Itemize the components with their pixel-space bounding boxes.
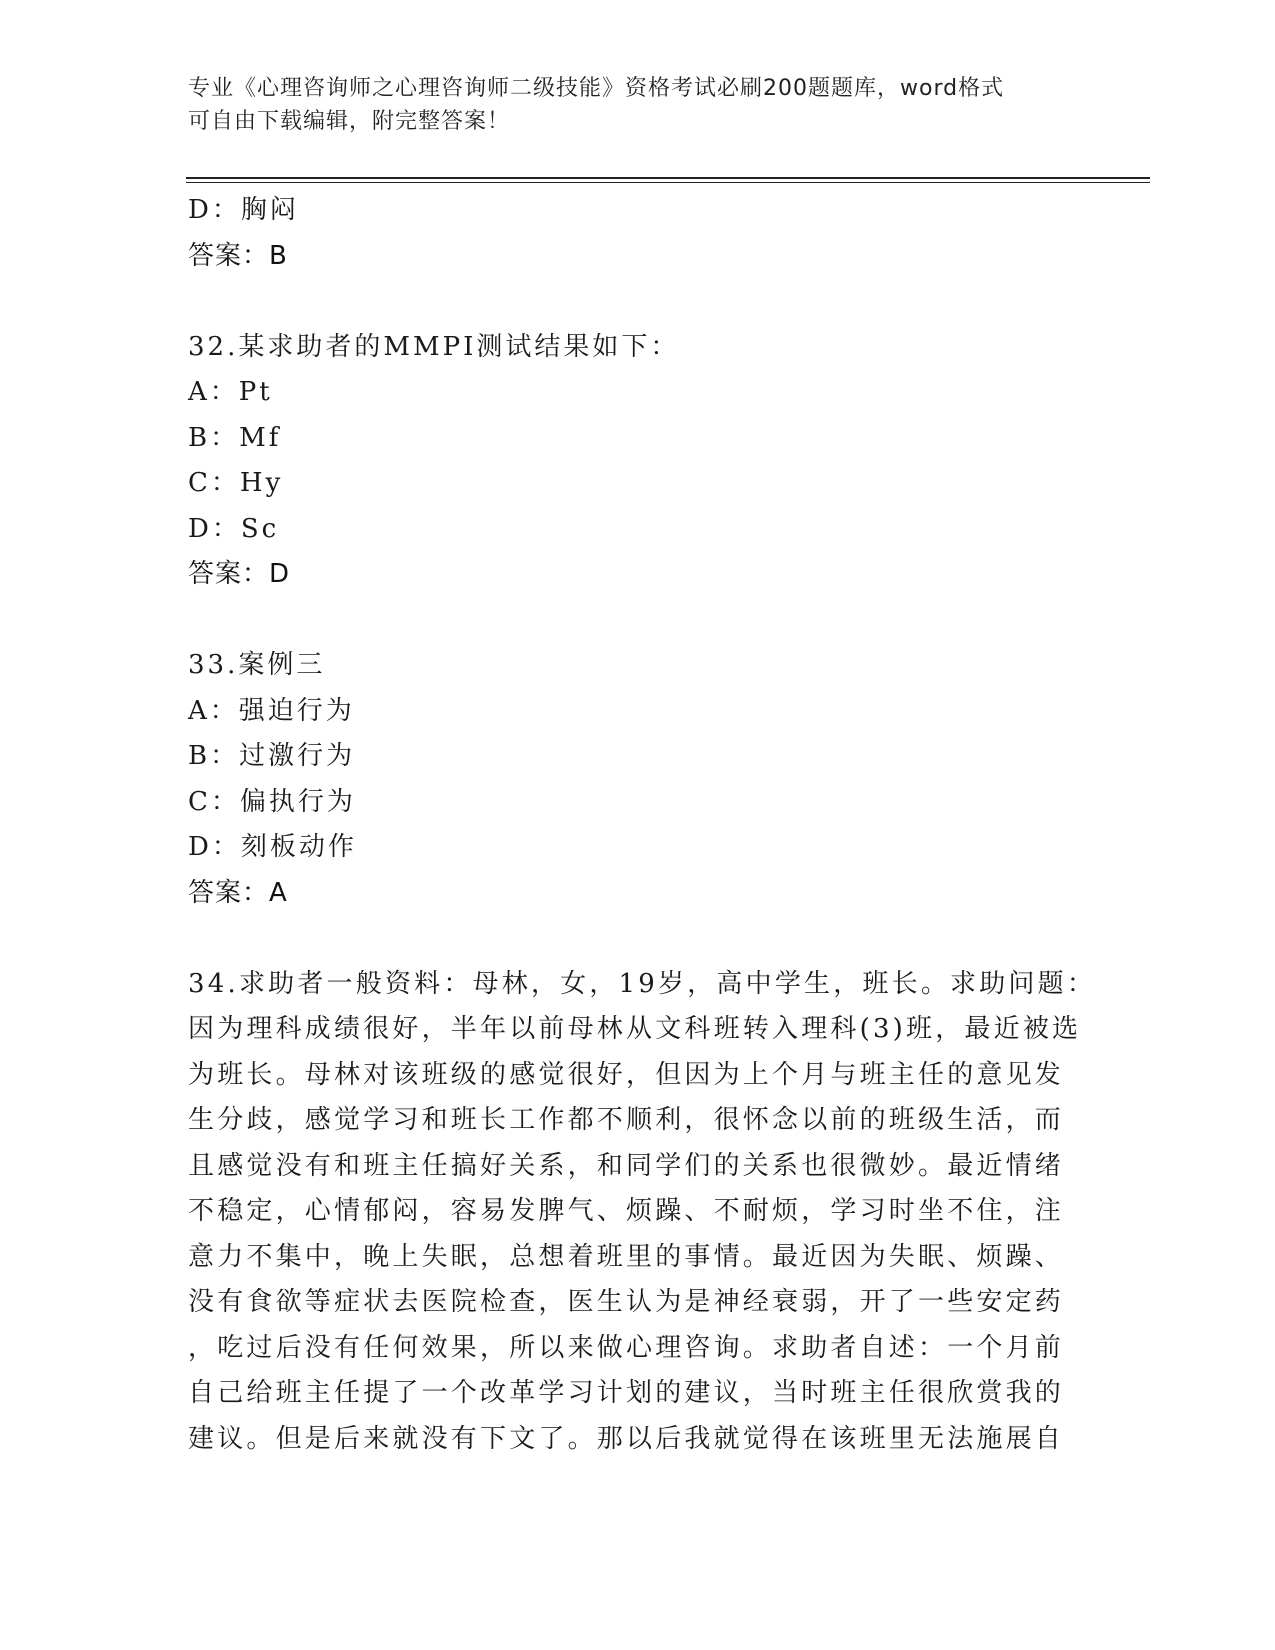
option-b: B：过激行为 — [188, 741, 356, 771]
option-d: D：Sc — [188, 513, 280, 544]
answer-line: 答案：B — [188, 240, 288, 271]
option-a: A：Pt — [188, 377, 273, 407]
header-divider-thin — [186, 182, 1150, 183]
stem-line: 34.求助者一般资料：母林，女，19岁，高中学生，班长。求助问题： — [188, 968, 1097, 999]
stem-line: 且感觉没有和班主任搞好关系，和同学们的关系也很微妙。最近情绪 — [188, 1150, 1065, 1181]
answer-line: 答案：A — [188, 877, 288, 908]
stem-line: 意力不集中，晚上失眠，总想着班里的事情。最近因为失眠、烦躁、 — [188, 1241, 1065, 1272]
question-33-stem: 33.案例三 — [188, 650, 326, 680]
stem-line: 不稳定，心情郁闷，容易发脾气、烦躁、不耐烦，学习时坐不住，注 — [188, 1196, 1065, 1226]
header-line-1: 专业《心理咨询师之心理咨询师二级技能》资格考试必刷200题题库，word格式 — [188, 76, 1005, 101]
option-d: D：刻板动作 — [188, 832, 357, 862]
question-34-stem — [188, 962, 1097, 1463]
stem-line: 自己给班主任提了一个改革学习计划的建议，当时班主任很欣赏我的 — [188, 1378, 1065, 1408]
spacer — [188, 916, 1088, 962]
document-header — [188, 72, 1068, 138]
header-line-2: 可自由下载编辑，附完整答案！ — [188, 109, 511, 134]
header-divider-thick — [186, 177, 1150, 179]
option-a: A：强迫行为 — [188, 695, 355, 726]
stem-line: 没有食欲等症状去医院检查，医生认为是神经衰弱，开了一些安定药 — [188, 1287, 1065, 1317]
option-d: D：胸闷 — [188, 195, 299, 225]
document-body — [188, 188, 1097, 1462]
option-c: C：偏执行为 — [188, 786, 356, 817]
stem-line: 生分歧，感觉学习和班长工作都不顺利，很怀念以前的班级生活，而 — [188, 1105, 1065, 1135]
stem-line: 因为理科成绩很好，半年以前母林从文科班转入理科(3)班，最近被选 — [188, 1014, 1082, 1044]
stem-line: 建议。但是后来就没有下文了。那以后我就觉得在该班里无法施展自 — [188, 1423, 1065, 1454]
option-c: C：Hy — [188, 468, 284, 498]
spacer — [188, 279, 1088, 325]
question-32-stem: 32.某求助者的MMPI测试结果如下： — [188, 331, 680, 362]
stem-line: ，吃过后没有任何效果，所以来做心理咨询。求助者自述：一个月前 — [188, 1332, 1065, 1363]
spacer — [188, 598, 1088, 644]
stem-line: 为班长。母林对该班级的感觉很好，但因为上个月与班主任的意见发 — [188, 1059, 1065, 1090]
answer-line: 答案：D — [188, 559, 291, 589]
option-b: B：Mf — [188, 422, 282, 453]
